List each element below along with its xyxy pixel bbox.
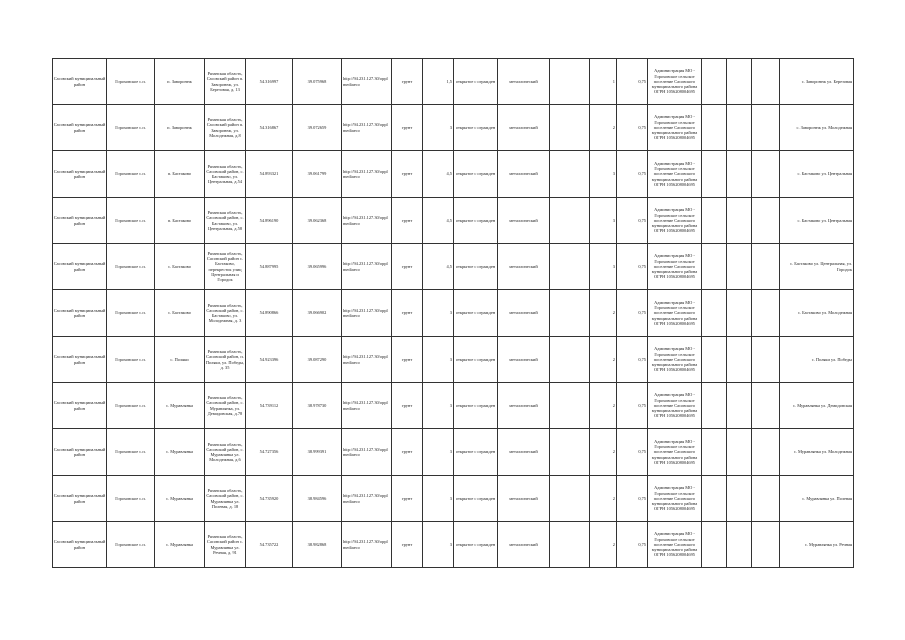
settlement-cell: Гороховское с.п. bbox=[107, 522, 155, 568]
table-row bbox=[53, 290, 854, 337]
link-cell[interactable]: http://94.231.127.30/oppl mediaeco bbox=[342, 337, 392, 383]
volume-cell: 0,75 bbox=[617, 244, 648, 290]
empty-cell bbox=[550, 105, 590, 151]
material-cell: металлический bbox=[498, 151, 550, 198]
owner-cell: Администрация МО - Гороховское сельское поселение Сасовского муниципального района ОГРН 1056208004695 bbox=[648, 244, 702, 290]
empty-cell bbox=[550, 429, 590, 476]
sources-cell: с. Поляки ул. Победы bbox=[780, 337, 854, 383]
empty-cell bbox=[702, 337, 727, 383]
volume-cell: 0,75 bbox=[617, 105, 648, 151]
surface-cell: грунт bbox=[392, 244, 423, 290]
longitude-cell: 39.065996 bbox=[293, 244, 342, 290]
table-row bbox=[53, 476, 854, 522]
locality-cell: с. Муравлянка bbox=[155, 383, 205, 429]
address-cell: Рязанская область, Сасовский район п. Заворонеж, ул. Молодежная, д.8 bbox=[205, 105, 246, 151]
address-cell: Рязанская область, Сасовский район, с. Бастаково, ул. Центральная, д.58 bbox=[205, 198, 246, 244]
count-cell: 2 bbox=[590, 429, 617, 476]
area-cell: 3 bbox=[423, 105, 454, 151]
material-cell: металлический bbox=[498, 476, 550, 522]
settlement-cell: Гороховское с.п. bbox=[107, 59, 155, 105]
material-cell: металлический bbox=[498, 244, 550, 290]
material-cell: металлический bbox=[498, 429, 550, 476]
district-cell: Сасовский муниципальный район bbox=[53, 337, 107, 383]
longitude-cell: 38.999391 bbox=[293, 429, 342, 476]
table-row bbox=[53, 383, 854, 429]
settlement-cell: Гороховское с.п. bbox=[107, 429, 155, 476]
count-cell: 2 bbox=[590, 476, 617, 522]
material-cell: металлический bbox=[498, 337, 550, 383]
volume-cell: 0,75 bbox=[617, 59, 648, 105]
empty-cell bbox=[702, 476, 727, 522]
longitude-cell: 39.072659 bbox=[293, 105, 342, 151]
empty-cell bbox=[752, 198, 780, 244]
cover-cell: открытое с огражден bbox=[454, 105, 498, 151]
owner-cell: Администрация МО - Гороховское сельское поселение Сасовского муниципального района ОГРН 1056208004695 bbox=[648, 59, 702, 105]
link-cell[interactable]: http://94.231.127.30/oppl mediaeco bbox=[342, 151, 392, 198]
link-cell[interactable]: http://94.231.127.30/oppl mediaeco bbox=[342, 105, 392, 151]
empty-cell bbox=[550, 290, 590, 337]
link-cell[interactable]: http://94.231.127.30/oppl mediaeco bbox=[342, 476, 392, 522]
sources-cell: с. Муравлянка ул. Полевая bbox=[780, 476, 854, 522]
empty-cell bbox=[752, 59, 780, 105]
address-cell: Рязанская область, Сасовский район, с. Бастаково, ул. Центральная, д.54 bbox=[205, 151, 246, 198]
empty-cell bbox=[702, 290, 727, 337]
cover-cell: открытое с огражден bbox=[454, 383, 498, 429]
volume-cell: 0,75 bbox=[617, 290, 648, 337]
link-cell[interactable]: http://94.231.127.30/oppl mediaeco bbox=[342, 59, 392, 105]
locality-cell: с. Муравлянка bbox=[155, 429, 205, 476]
district-cell: Сасовский муниципальный район bbox=[53, 383, 107, 429]
empty-cell bbox=[702, 383, 727, 429]
table-row bbox=[53, 198, 854, 244]
count-cell: 2 bbox=[590, 337, 617, 383]
address-cell: Рязанская область, Сасовский район, п. Поляки, ул. Победы, д. 35 bbox=[205, 337, 246, 383]
longitude-cell: 39.062368 bbox=[293, 198, 342, 244]
empty-cell bbox=[550, 244, 590, 290]
owner-cell: Администрация МО - Гороховское сельское поселение Сасовского муниципального района ОГРН 1056208004695 bbox=[648, 290, 702, 337]
owner-cell: Администрация МО - Гороховское сельское поселение Сасовского муниципального района ОГРН 1056208004695 bbox=[648, 383, 702, 429]
cover-cell: открытое с огражден bbox=[454, 476, 498, 522]
empty-cell bbox=[702, 522, 727, 568]
empty-cell bbox=[727, 337, 752, 383]
district-cell: Сасовский муниципальный район bbox=[53, 198, 107, 244]
empty-cell bbox=[727, 429, 752, 476]
settlement-cell: Гороховское с.п. bbox=[107, 151, 155, 198]
cover-cell: открытое с огражден bbox=[454, 198, 498, 244]
surface-cell: грунт bbox=[392, 198, 423, 244]
settlement-cell: Гороховское с.п. bbox=[107, 244, 155, 290]
district-cell: Сасовский муниципальный район bbox=[53, 522, 107, 568]
sources-cell: с. Бастаково ул. Центральная bbox=[780, 151, 854, 198]
surface-cell: грунт bbox=[392, 429, 423, 476]
surface-cell: грунт bbox=[392, 383, 423, 429]
table-row bbox=[53, 337, 854, 383]
locality-cell: с. Муравлянка bbox=[155, 522, 205, 568]
sources-cell: с. Муравлянка ул. Молодежная bbox=[780, 429, 854, 476]
surface-cell: грунт bbox=[392, 290, 423, 337]
sources-cell: с. Муравлянка ул. Речная bbox=[780, 522, 854, 568]
empty-cell bbox=[752, 383, 780, 429]
locality-cell: п. Заворонеж bbox=[155, 59, 205, 105]
address-cell: Рязанская область, Сасовский район с. Бастаково, перекресток улиц Центральная и Городок bbox=[205, 244, 246, 290]
address-cell: Рязанская область, Сасовский район, с. Муравлянка ул. Полевая, д. 18 bbox=[205, 476, 246, 522]
volume-cell: 0,75 bbox=[617, 429, 648, 476]
empty-cell bbox=[752, 290, 780, 337]
volume-cell: 0,75 bbox=[617, 151, 648, 198]
locality-cell: с. Бастаково bbox=[155, 244, 205, 290]
sources-cell: с. Бастаково ул. Центральная, ул. Городок bbox=[780, 244, 854, 290]
locality-cell: с. Поляки bbox=[155, 337, 205, 383]
owner-cell: Администрация МО - Гороховское сельское поселение Сасовского муниципального района ОГРН 1056208004695 bbox=[648, 105, 702, 151]
surface-cell: грунт bbox=[392, 522, 423, 568]
owner-cell: Администрация МО - Гороховское сельское поселение Сасовского муниципального района ОГРН 1056208004695 bbox=[648, 429, 702, 476]
table-row bbox=[53, 151, 854, 198]
longitude-cell: 39.075968 bbox=[293, 59, 342, 105]
address-cell: Рязанская область, Сасовский район п. Заворонеж, ул. Березовая, д. 13 bbox=[205, 59, 246, 105]
empty-cell bbox=[702, 429, 727, 476]
empty-cell bbox=[550, 151, 590, 198]
latitude-cell: 54.739112 bbox=[246, 383, 293, 429]
empty-cell bbox=[550, 522, 590, 568]
settlement-cell: Гороховское с.п. bbox=[107, 290, 155, 337]
longitude-cell: 39.087290 bbox=[293, 337, 342, 383]
owner-cell: Администрация МО - Гороховское сельское поселение Сасовского муниципального района ОГРН 1056208004695 bbox=[648, 337, 702, 383]
latitude-cell: 54.735722 bbox=[246, 522, 293, 568]
surface-cell: грунт bbox=[392, 337, 423, 383]
link-cell[interactable]: http://94.231.127.30/oppl mediaeco bbox=[342, 429, 392, 476]
table-row bbox=[53, 244, 854, 290]
empty-cell bbox=[550, 337, 590, 383]
empty-cell bbox=[727, 476, 752, 522]
area-cell: 3 bbox=[423, 522, 454, 568]
latitude-cell: 54.316867 bbox=[246, 105, 293, 151]
settlement-cell: Гороховское с.п. bbox=[107, 198, 155, 244]
empty-cell bbox=[550, 383, 590, 429]
sources-cell: с. Муравлянка ул. Демидовская bbox=[780, 383, 854, 429]
empty-cell bbox=[752, 105, 780, 151]
empty-cell bbox=[702, 244, 727, 290]
link-cell[interactable]: http://94.231.127.30/oppl mediaeco bbox=[342, 198, 392, 244]
locality-cell: п. Бастаково bbox=[155, 198, 205, 244]
cover-cell: открытое с огражден bbox=[454, 244, 498, 290]
surface-cell: грунт bbox=[392, 151, 423, 198]
district-cell: Сасовский муниципальный район bbox=[53, 290, 107, 337]
settlement-cell: Гороховское с.п. bbox=[107, 476, 155, 522]
material-cell: металлический bbox=[498, 105, 550, 151]
cover-cell: открытое с огражден bbox=[454, 59, 498, 105]
link-cell[interactable]: http://94.231.127.30/oppl mediaeco bbox=[342, 244, 392, 290]
empty-cell bbox=[727, 198, 752, 244]
surface-cell: грунт bbox=[392, 59, 423, 105]
material-cell: металлический bbox=[498, 522, 550, 568]
district-cell: Сасовский муниципальный район bbox=[53, 151, 107, 198]
material-cell: металлический bbox=[498, 290, 550, 337]
district-cell: Сасовский муниципальный район bbox=[53, 244, 107, 290]
latitude-cell: 54.893321 bbox=[246, 151, 293, 198]
empty-cell bbox=[752, 476, 780, 522]
empty-cell bbox=[727, 244, 752, 290]
count-cell: 2 bbox=[590, 105, 617, 151]
cover-cell: открытое с огражден bbox=[454, 522, 498, 568]
empty-cell bbox=[550, 59, 590, 105]
empty-cell bbox=[752, 522, 780, 568]
settlement-cell: Гороховское с.п. bbox=[107, 383, 155, 429]
material-cell: металлический bbox=[498, 59, 550, 105]
district-cell: Сасовский муниципальный район bbox=[53, 59, 107, 105]
link-cell[interactable]: http://94.231.127.30/oppl mediaeco bbox=[342, 383, 392, 429]
empty-cell bbox=[702, 59, 727, 105]
container-sites-table bbox=[52, 58, 854, 568]
latitude-cell: 54.890866 bbox=[246, 290, 293, 337]
empty-cell bbox=[727, 105, 752, 151]
locality-cell: п. Заворонеж bbox=[155, 105, 205, 151]
longitude-cell: 39.061799 bbox=[293, 151, 342, 198]
cover-cell: открытое с огражден bbox=[454, 290, 498, 337]
surface-cell: грунт bbox=[392, 476, 423, 522]
sources-cell: с. Бастаково ул. Молодежная bbox=[780, 290, 854, 337]
longitude-cell: 38.984596 bbox=[293, 476, 342, 522]
empty-cell bbox=[752, 244, 780, 290]
volume-cell: 0,75 bbox=[617, 337, 648, 383]
area-cell: 3 bbox=[423, 429, 454, 476]
area-cell: 1,5 bbox=[423, 59, 454, 105]
link-cell[interactable]: http://94.231.127.30/oppl mediaeco bbox=[342, 522, 392, 568]
district-cell: Сасовский муниципальный район bbox=[53, 105, 107, 151]
cover-cell: открытое с огражден bbox=[454, 337, 498, 383]
empty-cell bbox=[702, 105, 727, 151]
empty-cell bbox=[727, 151, 752, 198]
count-cell: 2 bbox=[590, 522, 617, 568]
table-row bbox=[53, 429, 854, 476]
table-row bbox=[53, 59, 854, 105]
table-row bbox=[53, 522, 854, 568]
count-cell: 2 bbox=[590, 290, 617, 337]
registry-sheet bbox=[52, 58, 854, 568]
locality-cell: с. Муравлянка bbox=[155, 476, 205, 522]
latitude-cell: 54.887995 bbox=[246, 244, 293, 290]
count-cell: 3 bbox=[590, 244, 617, 290]
link-cell[interactable]: http://94.231.127.30/oppl mediaeco bbox=[342, 290, 392, 337]
surface-cell: грунт bbox=[392, 105, 423, 151]
area-cell: 3 bbox=[423, 337, 454, 383]
latitude-cell: 54.923396 bbox=[246, 337, 293, 383]
owner-cell: Администрация МО - Гороховское сельское поселение Сасовского муниципального района ОГРН 1056208004695 bbox=[648, 151, 702, 198]
empty-cell bbox=[727, 383, 752, 429]
volume-cell: 0,75 bbox=[617, 476, 648, 522]
address-cell: Рязанская область, Сасовский район с. Муравлянка ул. Речная, д. 91 bbox=[205, 522, 246, 568]
area-cell: 4,5 bbox=[423, 151, 454, 198]
settlement-cell: Гороховское с.п. bbox=[107, 337, 155, 383]
address-cell: Рязанская область, Сасовский район, с. Муравлянка ул. Молодежная, д.6 bbox=[205, 429, 246, 476]
sources-cell: с. Заворонеж ул. Молодежная bbox=[780, 105, 854, 151]
district-cell: Сасовский муниципальный район bbox=[53, 476, 107, 522]
latitude-cell: 54.316997 bbox=[246, 59, 293, 105]
count-cell: 3 bbox=[590, 198, 617, 244]
latitude-cell: 54.727356 bbox=[246, 429, 293, 476]
cover-cell: открытое с огражден bbox=[454, 429, 498, 476]
longitude-cell: 38.982868 bbox=[293, 522, 342, 568]
empty-cell bbox=[752, 151, 780, 198]
volume-cell: 0,75 bbox=[617, 198, 648, 244]
latitude-cell: 54.735920 bbox=[246, 476, 293, 522]
count-cell: 2 bbox=[590, 383, 617, 429]
district-cell: Сасовский муниципальный район bbox=[53, 429, 107, 476]
address-cell: Рязанская область, Сасовский район, с. Муравлянка, ул. Демидовская, д.78 bbox=[205, 383, 246, 429]
empty-cell bbox=[550, 198, 590, 244]
empty-cell bbox=[727, 59, 752, 105]
sources-cell: с. Бастаково ул. Центральная bbox=[780, 198, 854, 244]
longitude-cell: 38.978730 bbox=[293, 383, 342, 429]
empty-cell bbox=[752, 337, 780, 383]
material-cell: металлический bbox=[498, 198, 550, 244]
empty-cell bbox=[727, 522, 752, 568]
count-cell: 1 bbox=[590, 59, 617, 105]
area-cell: 4,5 bbox=[423, 198, 454, 244]
count-cell: 3 bbox=[590, 151, 617, 198]
area-cell: 4,5 bbox=[423, 244, 454, 290]
owner-cell: Администрация МО - Гороховское сельское поселение Сасовского муниципального района ОГРН 1056208004695 bbox=[648, 198, 702, 244]
volume-cell: 0,75 bbox=[617, 522, 648, 568]
locality-cell: с. Бастаково bbox=[155, 290, 205, 337]
latitude-cell: 54.896190 bbox=[246, 198, 293, 244]
table-row bbox=[53, 105, 854, 151]
empty-cell bbox=[752, 429, 780, 476]
area-cell: 3 bbox=[423, 383, 454, 429]
table-body bbox=[53, 59, 854, 568]
sources-cell: с. Заворонеж ул. Березовая bbox=[780, 59, 854, 105]
empty-cell bbox=[550, 476, 590, 522]
area-cell: 3 bbox=[423, 290, 454, 337]
empty-cell bbox=[727, 290, 752, 337]
owner-cell: Администрация МО - Гороховское сельское поселение Сасовского муниципального района ОГРН 1056208004695 bbox=[648, 476, 702, 522]
empty-cell bbox=[702, 198, 727, 244]
settlement-cell: Гороховское с.п. bbox=[107, 105, 155, 151]
address-cell: Рязанская область, Сасовский район, с. Бастаково, ул. Молодежная, д. 3 bbox=[205, 290, 246, 337]
owner-cell: Администрация МО - Гороховское сельское поселение Сасовского муниципального района ОГРН 1056208004695 bbox=[648, 522, 702, 568]
cover-cell: открытое с огражден bbox=[454, 151, 498, 198]
locality-cell: п. Бастаково bbox=[155, 151, 205, 198]
material-cell: металлический bbox=[498, 383, 550, 429]
empty-cell bbox=[702, 151, 727, 198]
longitude-cell: 39.066902 bbox=[293, 290, 342, 337]
area-cell: 3 bbox=[423, 476, 454, 522]
volume-cell: 0,75 bbox=[617, 383, 648, 429]
